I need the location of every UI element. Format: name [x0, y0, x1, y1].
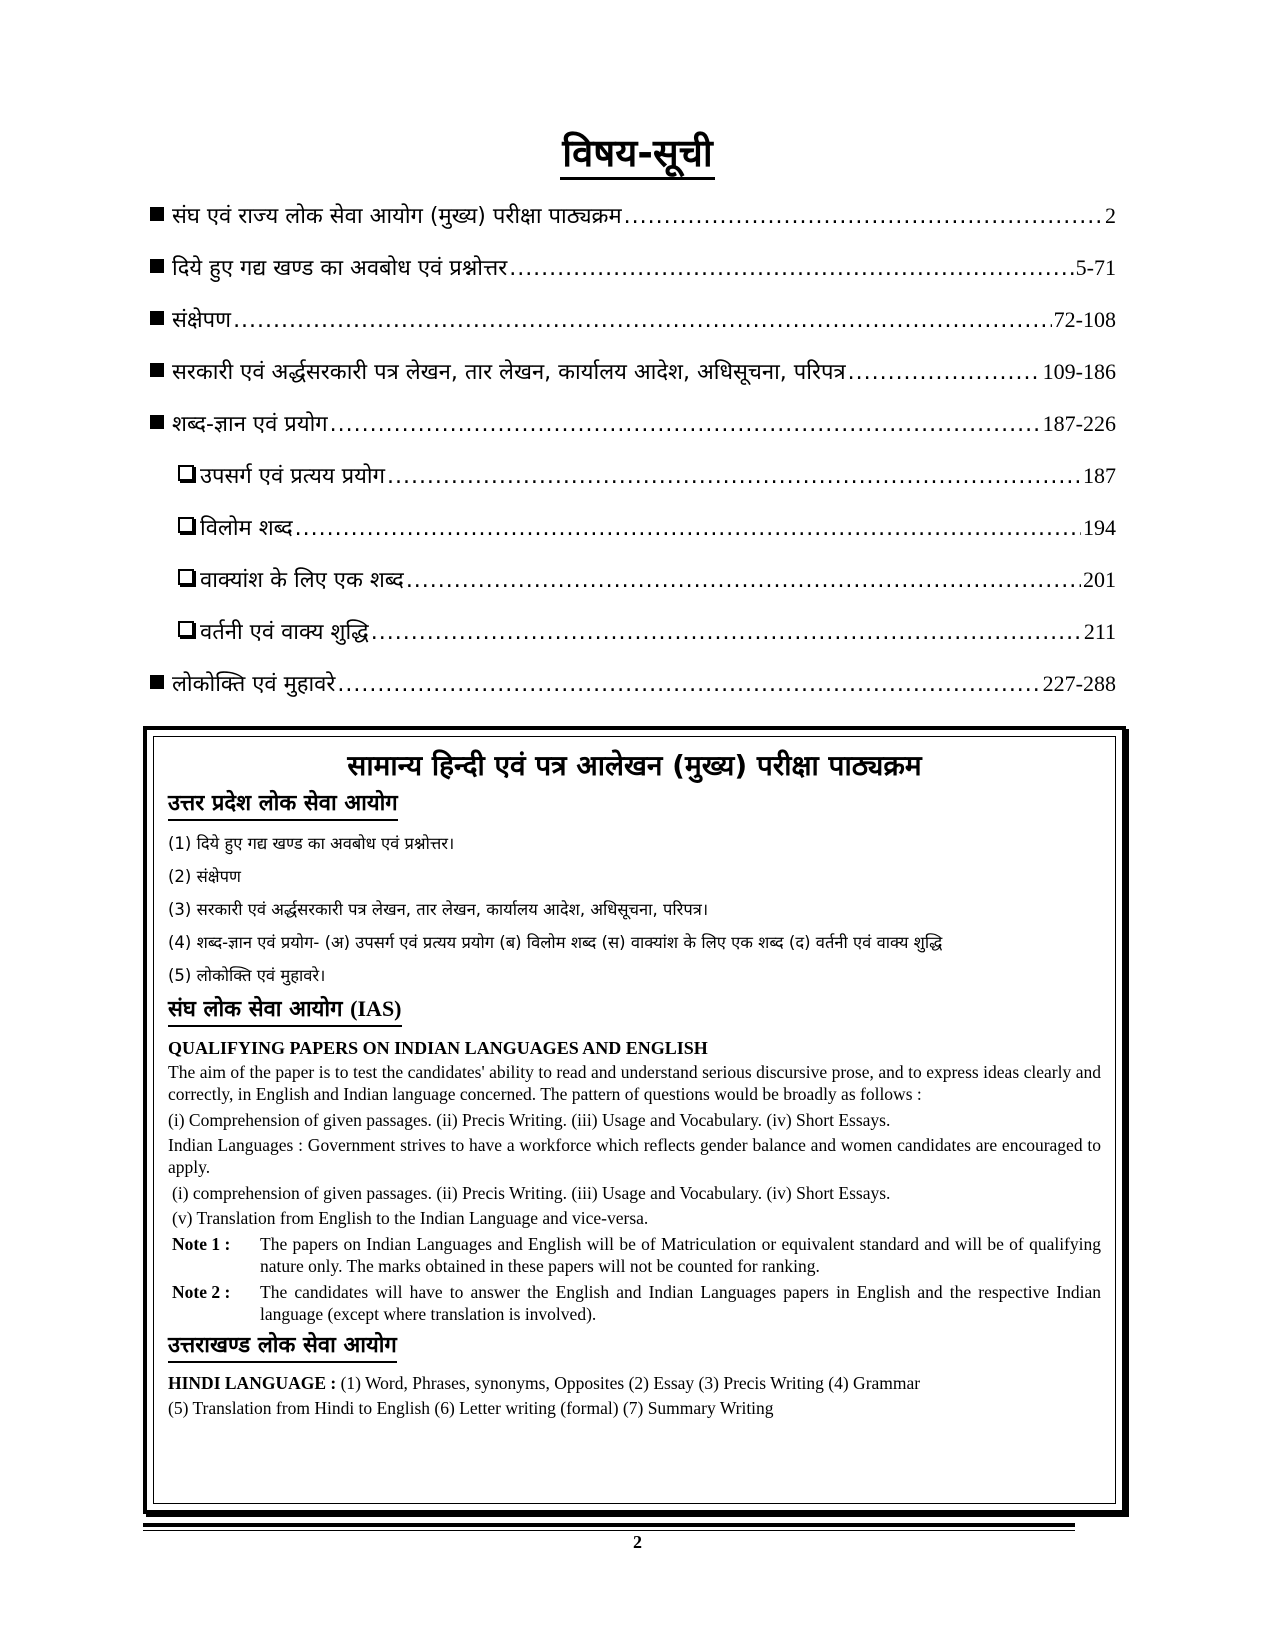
leader-dots: [337, 672, 1040, 697]
leader-dots: [406, 568, 1081, 593]
note-label: Note 1 :: [172, 1234, 231, 1254]
up-syllabus-item: (2) संक्षेपण: [168, 867, 241, 886]
syllabus-box: [143, 726, 1126, 1514]
hollow-square-bullet-icon: [178, 566, 200, 591]
toc-entry-page: 72-108: [1053, 307, 1116, 332]
hollow-square-bullet-icon: [178, 618, 200, 643]
toc-entry[interactable]: [150, 304, 1116, 356]
toc-entry-label: संघ एवं राज्य लोक सेवा आयोग (मुख्य) परीक्षा पाठ्यक्रम: [172, 204, 622, 229]
filled-square-bullet-icon: [150, 358, 172, 383]
leader-dots: [624, 204, 1103, 229]
leader-dots: [233, 308, 1052, 333]
ias-pattern-line: (i) Comprehension of given passages. (ii) Precis Writing. (iii) Usage and Vocabulary. (iv) Short Essays.: [168, 1110, 891, 1130]
hollow-square-bullet-icon: [178, 462, 200, 487]
ias-pattern-line: (i) comprehension of given passages. (ii) Precis Writing. (iii) Usage and Vocabulary. (iv) Short Essays.: [172, 1183, 891, 1203]
page-number: 2: [633, 1532, 642, 1552]
note-2: [168, 1281, 1101, 1325]
toc-entry[interactable]: [150, 356, 1116, 408]
hollow-square-bullet-icon: [178, 514, 200, 539]
up-syllabus-item: (3) सरकारी एवं अर्द्धसरकारी पत्र लेखन, तार लेखन, कार्यालय आदेश, अधिसूचना, परिपत्र।: [168, 900, 709, 919]
toc-entry-label: वाक्यांश के लिए एक शब्द: [200, 568, 404, 593]
table-of-contents: [150, 200, 1116, 720]
hindi-language-line-2: (5) Translation from Hindi to English (6) Letter writing (formal) (7) Summary Writing: [168, 1398, 774, 1418]
up-syllabus-item: (5) लोकोक्ति एवं मुहावरे।: [168, 966, 326, 985]
toc-entry[interactable]: [150, 200, 1116, 252]
leader-dots: [371, 620, 1082, 645]
upsc-heading-hindi: संघ लोक सेवा आयोग: [168, 997, 343, 1022]
footer-rule-thin: [143, 1530, 1075, 1531]
toc-entry[interactable]: [150, 668, 1116, 720]
upsc-heading-ias: (IAS): [350, 996, 402, 1021]
page-title: विषय-सूची: [0, 128, 1275, 178]
toc-entry-label: विलोम शब्द: [200, 516, 293, 541]
toc-entry-label: उपसर्ग एवं प्रत्यय प्रयोग: [200, 464, 385, 489]
toc-entry-label: शब्द-ज्ञान एवं प्रयोग: [172, 412, 328, 437]
toc-entry-label: दिये हुए गद्य खण्ड का अवबोध एवं प्रश्नोत्तर: [172, 256, 508, 281]
qualifying-papers-heading: QUALIFYING PAPERS ON INDIAN LANGUAGES AND ENGLISH: [168, 1038, 708, 1058]
toc-subentry[interactable]: [150, 564, 1116, 616]
note-text: The candidates will have to answer the English and Indian Languages papers in English and the respective Indian language (except where translation is involved).: [260, 1282, 1101, 1324]
toc-entry-label: लोकोक्ति एवं मुहावरे: [172, 672, 336, 697]
toc-entry-page: 2: [1105, 203, 1116, 228]
filled-square-bullet-icon: [150, 306, 172, 331]
ias-intro-paragraph: The aim of the paper is to test the candidates' ability to read and understand serious discursive prose, and to express ideas clearly and correctly, in English and Indian language concerned. The pattern of questions would be broadly as follows :: [168, 1062, 1101, 1104]
leader-dots: [509, 256, 1073, 281]
toc-entry-page: 187-226: [1042, 411, 1116, 436]
hindi-language-line-1: [168, 1372, 1101, 1394]
note-text: The papers on Indian Languages and English will be of Matriculation or equivalent standard and will be of qualifying nature only. The marks obtained in these papers will not be counted for ranking.: [260, 1234, 1101, 1276]
hindi-language-label: HINDI LANGUAGE :: [168, 1373, 337, 1393]
note-1: [168, 1233, 1101, 1277]
toc-entry-page: 109-186: [1042, 359, 1116, 384]
upsc-ias-heading: [168, 994, 402, 1027]
toc-subentry[interactable]: [150, 460, 1116, 512]
syllabus-box-inner: [153, 736, 1116, 1504]
toc-entry[interactable]: [150, 408, 1116, 460]
leader-dots: [848, 360, 1041, 385]
toc-subentry[interactable]: [150, 512, 1116, 564]
ias-pattern-line: (v) Translation from English to the Indian Language and vice-versa.: [172, 1208, 649, 1228]
toc-entry-label: वर्तनी एवं वाक्य शुद्धि: [200, 620, 369, 645]
leader-dots: [387, 464, 1081, 489]
toc-entry-label: सरकारी एवं अर्द्धसरकारी पत्र लेखन, तार लेखन, कार्यालय आदेश, अधिसूचना, परिपत्र: [172, 360, 846, 385]
note-label: Note 2 :: [172, 1282, 231, 1302]
hindi-language-text: (1) Word, Phrases, synonyms, Opposites (2) Essay (3) Precis Writing (4) Grammar: [340, 1373, 921, 1393]
leader-dots: [330, 412, 1041, 437]
filled-square-bullet-icon: [150, 410, 172, 435]
up-psc-heading: उत्तर प्रदेश लोक सेवा आयोग: [168, 789, 398, 821]
toc-entry-page: 5-71: [1075, 255, 1116, 280]
filled-square-bullet-icon: [150, 202, 172, 227]
toc-entry-page: 227-288: [1042, 671, 1116, 696]
toc-entry-page: 194: [1083, 515, 1116, 540]
footer-rule: [143, 1523, 1075, 1527]
uttarakhand-psc-heading: उत्तराखण्ड लोक सेवा आयोग: [168, 1331, 397, 1363]
up-syllabus-item: (1) दिये हुए गद्य खण्ड का अवबोध एवं प्रश्नोत्तर।: [168, 834, 455, 853]
toc-entry-label: संक्षेपण: [172, 308, 232, 333]
indian-languages-paragraph: Indian Languages : Government strives to have a workforce which reflects gender balance and women candidates are encouraged to apply.: [168, 1135, 1101, 1177]
filled-square-bullet-icon: [150, 670, 172, 695]
toc-entry-page: 201: [1083, 567, 1116, 592]
leader-dots: [295, 516, 1081, 541]
filled-square-bullet-icon: [150, 254, 172, 279]
toc-entry[interactable]: [150, 252, 1116, 304]
toc-entry-page: 187: [1083, 463, 1116, 488]
syllabus-title: सामान्य हिन्दी एवं पत्र आलेखन (मुख्य) परीक्षा पाठ्यक्रम: [347, 749, 922, 782]
toc-entry-page: 211: [1083, 619, 1116, 644]
up-syllabus-item: (4) शब्द-ज्ञान एवं प्रयोग- (अ) उपसर्ग एवं प्रत्यय प्रयोग (ब) विलोम शब्द (स) वाक्यांश के लिए एक शब्द (द) वर्तनी एवं वाक्य शुद्धि: [168, 933, 943, 952]
toc-subentry[interactable]: [150, 616, 1116, 668]
